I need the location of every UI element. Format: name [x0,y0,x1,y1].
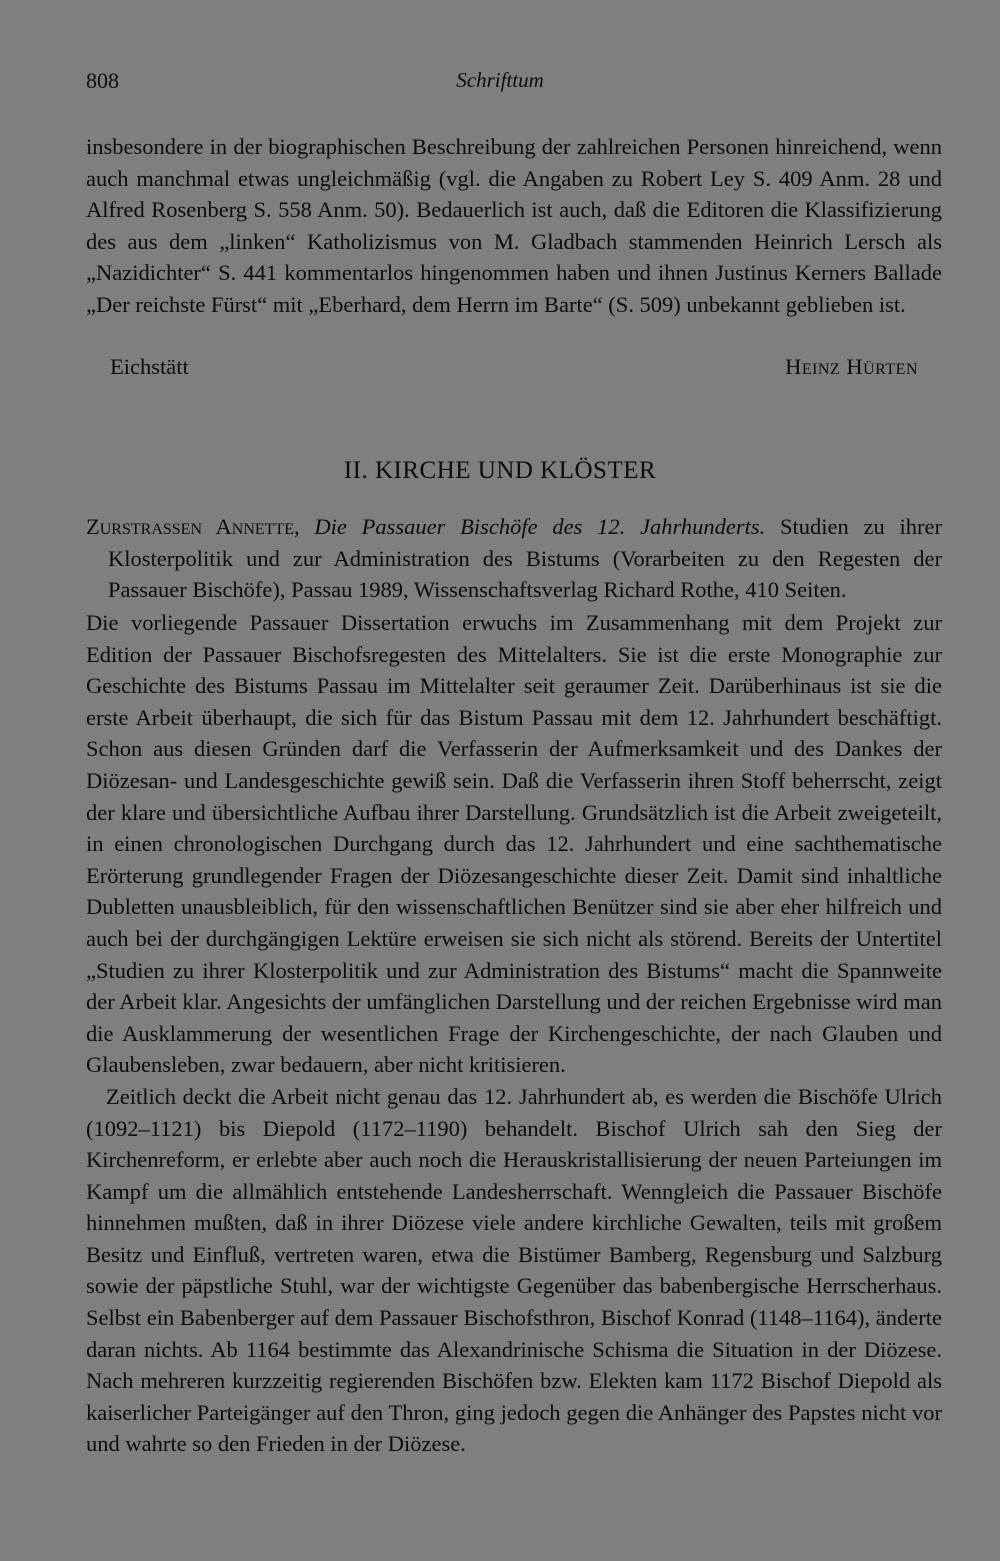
signature-reviewer: Heinz Hürten [785,354,918,379]
entry-author: Zurstrassen Annette, [86,514,300,539]
previous-review-paragraph: insbesondere in der biographischen Beschreibung der zahlreichen Personen hinreichend, wenn auch manchmal etwas ungleichmäßig (vgl. die Angaben zu Robert Ley S. 409 Anm. 28 und Alfred Rosenberg S. 558 Anm. 50). Bedauerlich ist auch, daß die Editoren die Klassifizierung des aus dem „linken“ Katholizismus von M. Gladbach stammenden Heinrich Lersch als „Nazidichter“ S. 441 kommentarlos hingenommen haben und ihnen Justinus Kerners Ballade „Der reichste Fürst“ mit „Eberhard, dem Herrn im Barte“ (S. 509) unbekannt geblieben ist. [86,134,942,317]
entry-title: Die Passauer Bischöfe des 12. Jahrhunderts. [314,514,766,539]
page-number: 808 [86,68,119,93]
bibliographic-entry [86,511,942,606]
entry-details: Studien zu ihrer Klosterpolitik und zur Administration des Bistums (Vorarbeiten zu den Regesten der Passauer Bischöfe), Passau 1989, Wissenschaftsverlag Richard Rothe, 410 Seiten. [108,514,942,603]
section-heading: II. KIRCHE UND KLÖSTER [343,457,657,484]
signature-place: Eichstätt [110,354,189,379]
review-signature [110,354,918,380]
review-body [86,607,942,1460]
previous-review-text [86,131,942,321]
review-paragraph-1: Die vorliegende Passauer Dissertation erwuchs im Zusammenhang mit dem Projekt zur Edition der Passauer Bischofsregesten des Mittelalters. Sie ist die erste Monographie zur Geschichte des Bistums Passau im Mittelalter seit geraumer Zeit. Darüberhinaus ist sie die erste Arbeit überhaupt, die sich für das Bistum Passau mit dem 12. Jahrhundert beschäftigt. Schon aus diesen Gründen darf die Verfasserin der Aufmerksamkeit und des Dankes der Diözesan- und Landesgeschichte gewiß sein. Daß die Verfasserin ihren Stoff beherrscht, zeigt der klare und übersichtliche Aufbau ihrer Darstellung. Grundsätzlich ist die Arbeit zweigeteilt, in einen chronologischen Durchgang durch das 12. Jahrhundert und eine sachthematische Erörterung grundlegender Fragen der Diözesangeschichte dieser Zeit. Damit sind inhaltliche Dubletten unausbleiblich, für den wissenschaftlichen Benützer sind sie aber eher hilfreich und auch bei der durchgängigen Lektüre erweisen sie sich nicht als störend. Bereits der Untertitel „Studien zu ihrer Klosterpolitik und zur Administration des Bistums“ macht die Spannweite der Arbeit klar. Angesichts der umfänglichen Darstellung und der reichen Ergebnisse wird man die Ausklammerung der wesentlichen Frage der Kirchengeschichte, der nach Glauben und Glaubensleben, zwar bedauern, aber nicht kritisieren. [86,610,942,1078]
review-paragraph-2: Zeitlich deckt die Arbeit nicht genau das 12. Jahrhundert ab, es werden die Bischöfe Ulrich (1092–1121) bis Diepold (1172–1190) behandelt. Bischof Ulrich sah den Sieg der Kirchenreform, er erlebte aber auch noch die Herauskristallisierung der neuen Parteiungen im Kampf um die allmählich entstehende Landesherrschaft. Wenngleich die Passauer Bischöfe hinnehmen mußten, daß in ihrer Diözese viele andere kirchliche Gewalten, teils mit großem Besitz und Einfluß, vertreten waren, etwa die Bistümer Bamberg, Regensburg und Salzburg sowie der päpstliche Stuhl, war der wichtigste Gegenüber das babenbergische Herrscherhaus. Selbst ein Babenberger auf dem Passauer Bischofsthron, Bischof Konrad (1148–1164), änderte daran nichts. Ab 1164 bestimmte das Alexandrinische Schisma die Situation in der Diözese. Nach mehreren kurzzeitig regierenden Bischöfen bzw. Elekten kam 1172 Bischof Diepold als kaiserlicher Parteigänger auf den Thron, ging jedoch gegen die Anhänger des Papstes nicht vor und wahrte so den Frieden in der Diözese. [86,1083,942,1457]
running-title: Schrifttum [456,68,544,92]
